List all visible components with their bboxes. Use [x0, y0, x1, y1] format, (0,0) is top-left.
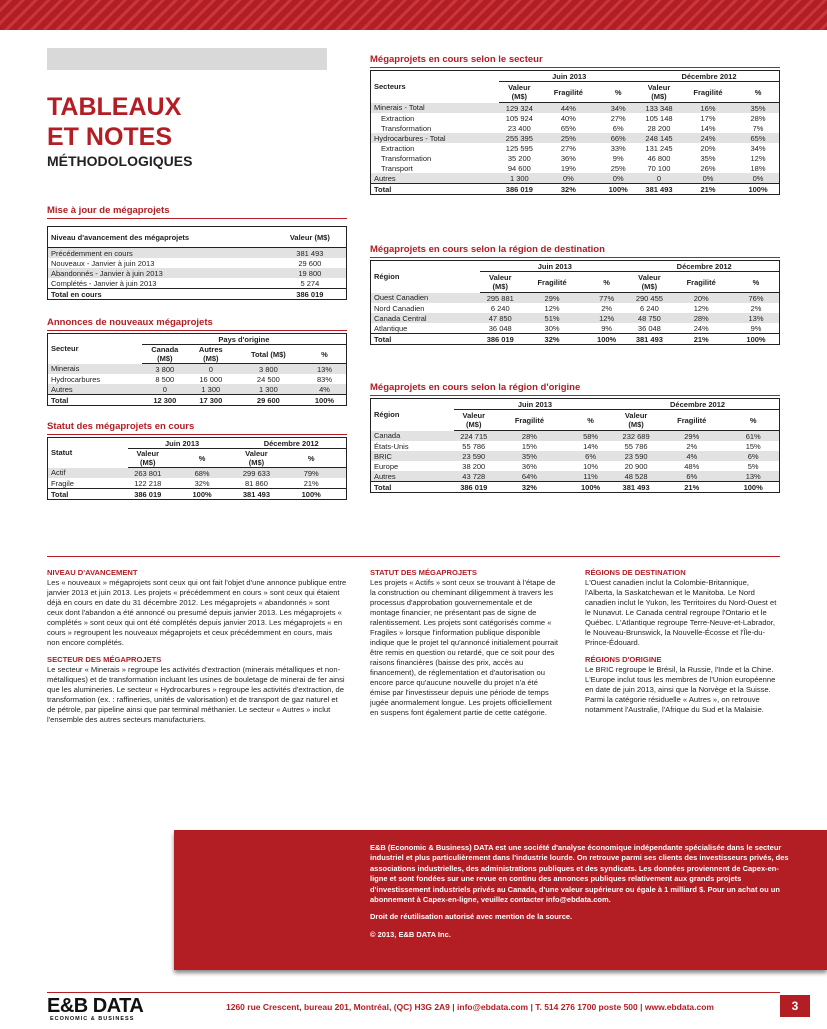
- table-row: [371, 471, 780, 482]
- cell: 32%: [494, 482, 565, 493]
- cell: 44%: [539, 103, 597, 114]
- row-label: Total: [371, 334, 481, 345]
- col-header: Décembre 2012: [236, 438, 346, 449]
- cell: 38 200: [462, 461, 486, 471]
- cell: 12%: [544, 303, 560, 313]
- cell: 24%: [679, 133, 737, 143]
- col-header: Fragilité: [669, 272, 733, 293]
- cell: 122 218: [134, 478, 162, 488]
- row-label: Total: [48, 489, 128, 500]
- table-annonces: [47, 333, 347, 406]
- table-row: [371, 323, 780, 334]
- cell: 36%: [560, 153, 576, 163]
- cell: 48 528: [616, 471, 656, 482]
- cell: 133 348: [639, 103, 679, 114]
- cell: 6 240: [490, 303, 510, 313]
- cell: 55 786: [624, 441, 648, 451]
- table-body: [371, 431, 780, 493]
- cell: 386 019: [454, 482, 494, 493]
- cell: 65%: [560, 123, 576, 133]
- cell: 76%: [733, 293, 780, 304]
- cell: 48 750: [629, 313, 669, 323]
- col-header: Décembre 2012: [616, 399, 779, 410]
- cell: 29%: [656, 431, 727, 442]
- section-title-destination: Mégaprojets en cours selon la région de destination: [370, 244, 780, 258]
- cell: 27%: [560, 143, 576, 153]
- page-title: [47, 92, 181, 152]
- col-header: Juin 2013: [480, 261, 629, 272]
- cell: 248 145: [639, 133, 679, 143]
- about-paragraph: Droit de réutilisation autorisé avec mention de la source.: [370, 912, 573, 922]
- col-header: Fragilité: [656, 410, 727, 431]
- col-header: %: [597, 82, 639, 103]
- col-header: Valeur (M$): [454, 410, 494, 431]
- cell: 32%: [539, 184, 597, 195]
- cell: 12%: [584, 313, 630, 323]
- col-header: Autres (M$): [188, 345, 234, 364]
- cell: 4%: [656, 451, 727, 461]
- table-row: [371, 103, 780, 114]
- cell: 35%: [494, 451, 565, 461]
- cell: 13%: [733, 313, 780, 323]
- row-label: Transport: [381, 163, 413, 173]
- row-label: Nord Canadien: [374, 303, 425, 313]
- col-header: Statut: [51, 448, 73, 458]
- col-header: Secteurs: [374, 82, 406, 92]
- cell: 25%: [539, 133, 597, 143]
- cell: 20%: [669, 293, 733, 304]
- about-paragraph: E&B (Economic & Business) DATA est une société d'analyse économique indépendante spécialisée dans le secteur industriel et plus particulièrement dans l'industrie lourde. On retrouve parmi ses clients des investisseurs privés, des associations industrielles, des administrations publiques et des syndicats. Les données proviennent de Capex-en-ligne et sont fondées sur une revue en continu des annonces publiques relativement aux grands projets d'investissement industriels privés au Canada, d'une valeur supérieure ou égale à 1 milliard $. Pour un achat ou un abonnement à Capex-en-ligne, veuillez contacter info@ebdata.com.: [370, 843, 789, 905]
- cell: 386 019: [480, 334, 520, 345]
- page-subtitle: MÉTHODOLOGIQUES: [47, 153, 193, 169]
- cell: 8 500: [155, 374, 175, 384]
- cell: 100%: [733, 334, 780, 345]
- col-header: Fragilité: [520, 272, 584, 293]
- col-header: Fragilité: [679, 82, 737, 103]
- cell: 64%: [494, 471, 565, 482]
- table-origine: [370, 398, 780, 493]
- about-text: [370, 843, 790, 947]
- cell: 32%: [194, 478, 210, 488]
- row-label: BRIC: [371, 451, 454, 461]
- cell: 11%: [565, 471, 616, 482]
- col-header: %: [276, 449, 346, 468]
- row-label: Extraction: [381, 113, 415, 123]
- col-header: Valeur (M$): [128, 449, 168, 468]
- cell: 65%: [737, 133, 779, 143]
- cell: 0: [188, 364, 234, 375]
- cell: 12%: [693, 303, 709, 313]
- row-label: Autres: [371, 471, 454, 482]
- cell: 6 240: [640, 303, 659, 313]
- col-header: %: [303, 345, 347, 364]
- section-title-maj: Mise à jour de mégaprojets: [47, 205, 347, 219]
- cell: 51%: [520, 313, 584, 323]
- cell: 381 493: [274, 248, 347, 259]
- note-text: Le secteur « Minerais » regroupe les activités d'extraction (minerais métalliques et non-métalliques) et de transformation incluant les usines de bouletage de minerai de fer ainsi que les alumineries. Le secteur « Hydrocarbures » regroupe les activités d'extraction, de transformation (ex. : raffineries, unités de valorisation) et de transport de gaz naturel et de pétrole, par pipeline ainsi que par terminal méthanier. Le secteur « Autres » inclut l'ensemble des autres secteurs manufacturiers.: [47, 665, 345, 724]
- note-title: RÉGIONS D'ORIGINE: [585, 655, 662, 664]
- col-header: %: [565, 410, 616, 431]
- row-label: Minerais - Total: [371, 103, 500, 114]
- table-row: [371, 163, 780, 173]
- cell: 100%: [565, 482, 616, 493]
- cell: 58%: [565, 431, 616, 442]
- header-grey-box: [47, 48, 327, 70]
- section-title-statut: Statut des mégaprojets en cours: [47, 421, 347, 435]
- cell: 14%: [700, 123, 716, 133]
- col-header: Niveau d'avancement des mégaprojets: [48, 227, 274, 248]
- cell: 21%: [669, 334, 733, 345]
- cell: 381 493: [616, 482, 656, 493]
- note-text: Les projets « Actifs » sont ceux se trouvant à l'étape de la construction ou cheminant diligemment à travers les processus d'approbation gouvernementale et de montage financier, ne présentant pas de signe de ralentissement. Les projets sont catégorisés comme « Fragiles » lorsque l'information publique disponible indique que le projet tel qu'annoncé initialement pourrait être remis en question ou retardé, que ce soit pour des raisons financières (baisse des prix, accès au financement), de réglementation et d'autorisation ou encore parce qu'aucune nouvelle du projet n'a été émise par l'investisseur depuis une période de temps jugée anormalement longue. Les projets officiellement en suspens font également partie de cette catégorie.: [370, 578, 559, 717]
- cell: 5%: [747, 461, 759, 471]
- cell: 100%: [276, 489, 346, 500]
- col-header: %: [733, 272, 780, 293]
- row-label: Autres: [48, 384, 142, 395]
- table-statut: [47, 437, 347, 500]
- cell: 36 048: [488, 323, 512, 333]
- cell: 16%: [679, 103, 737, 114]
- col-header: Juin 2013: [499, 71, 639, 82]
- cell: 15%: [745, 441, 761, 451]
- cell: 100%: [737, 184, 779, 195]
- col-header: Valeur (M$): [480, 272, 520, 293]
- cell: 299 633: [236, 468, 276, 479]
- cell: 17%: [700, 113, 716, 123]
- cell: 29 600: [234, 395, 303, 406]
- company-logo-subtitle: ECONOMIC & BUSINESS: [50, 1016, 135, 1022]
- cell: 47 850: [480, 313, 520, 323]
- cell: 48%: [684, 461, 700, 471]
- row-label: Transformation: [381, 153, 432, 163]
- row-label: Extraction: [381, 143, 415, 153]
- cell: 23 590: [454, 451, 494, 461]
- cell: 12%: [750, 153, 766, 163]
- col-header: Secteur: [51, 344, 79, 354]
- cell: 28%: [494, 431, 565, 442]
- page-number: 3: [780, 995, 810, 1017]
- cell: 9%: [750, 323, 762, 333]
- table-row: [371, 153, 780, 163]
- cell: 295 881: [480, 293, 520, 304]
- cell: 61%: [727, 431, 779, 442]
- col-header: Région: [374, 272, 400, 282]
- col-header: Valeur (M$): [274, 227, 347, 248]
- cell: 2%: [750, 303, 762, 313]
- cell: 100%: [168, 489, 237, 500]
- cell: 21%: [303, 478, 319, 488]
- cell: 77%: [584, 293, 630, 304]
- row-label: Transformation: [381, 123, 432, 133]
- row-label: Total: [371, 184, 500, 195]
- col-header: Total (M$): [234, 345, 303, 364]
- cell: 386 019: [128, 489, 168, 500]
- company-logo: E&B DATA: [47, 995, 144, 1017]
- col-header: Valeur (M$): [499, 82, 539, 103]
- row-label: Canada Central: [371, 313, 481, 323]
- cell: 5 274: [300, 278, 320, 288]
- cell: 386 019: [499, 184, 539, 195]
- cell: 20 900: [624, 461, 648, 471]
- cell: 381 493: [629, 334, 669, 345]
- title-line-1: TABLEAUX: [47, 93, 182, 121]
- cell: 125 595: [505, 143, 533, 153]
- row-label: Fragile: [51, 478, 74, 488]
- cell: 0%: [679, 173, 737, 184]
- cell: 36 048: [637, 323, 661, 333]
- cell: 2%: [686, 441, 698, 451]
- note-title: SECTEUR DES MÉGAPROJETS: [47, 655, 162, 664]
- note-text: L'Ouest canadien inclut la Colombie-Britannique, l'Alberta, la Saskatchewan et le Manitoba. Le Nord canadien inclut le Yukon, les Territoires du Nord-Ouest et le Nunavut. Le Canada central regroupe l'Ontario et le Québec. L'Atlantique regroupe Terre-Neuve-et-Labrador, le Nouveau-Brunswick, la Nouvelle-Écosse et l'Île-du-Prince-Édouard.: [585, 578, 777, 647]
- col-header: %: [168, 449, 237, 468]
- cell: 23 590: [616, 451, 656, 461]
- cell: 29%: [520, 293, 584, 304]
- row-label: Total: [371, 482, 454, 493]
- row-label: Complétés - Janvier à juin 2013: [51, 278, 157, 288]
- row-label: Ouest Canadien: [371, 293, 481, 304]
- row-label: Hydrocarbures: [51, 374, 101, 384]
- row-label: Précédemment en cours: [48, 248, 274, 259]
- cell: 100%: [303, 395, 347, 406]
- col-header: Juin 2013: [128, 438, 237, 449]
- note-title: STATUT DES MÉGAPROJETS: [370, 568, 477, 577]
- row-label: Total: [48, 395, 142, 406]
- cell: 27%: [610, 113, 626, 123]
- note-title: RÉGIONS DE DESTINATION: [585, 568, 686, 577]
- cell: 2%: [601, 303, 613, 313]
- col-header: Décembre 2012: [639, 71, 780, 82]
- note-text: Le BRIC regroupe le Brésil, la Russie, l'Inde et la Chine. L'Europe inclut tous les membres de l'Union européenne en date de juin 2013, ainsi que la Norvège et la Suisse. Parmi la catégorie résiduelle « Autres », on retrouve notamment l'Australie, l'Afrique du Sud et la Malaisie.: [585, 665, 776, 714]
- cell: 21%: [656, 482, 727, 493]
- cell: 40%: [560, 113, 576, 123]
- cell: 34%: [597, 103, 639, 114]
- cell: 46 800: [647, 153, 671, 163]
- col-header: Canada (M$): [142, 345, 188, 364]
- cell: 43 728: [454, 471, 494, 482]
- cell: 13%: [303, 364, 347, 375]
- table-row: [371, 313, 780, 323]
- row-label: Actif: [48, 468, 128, 479]
- cell: 19%: [560, 163, 576, 173]
- cell: 0%: [539, 173, 597, 184]
- cell: 6%: [727, 451, 779, 461]
- table-row: [371, 441, 780, 451]
- cell: 0%: [597, 173, 639, 184]
- row-label: Canada: [371, 431, 454, 442]
- row-label: Total en cours: [48, 289, 274, 300]
- col-header: Pays d'origine: [142, 334, 347, 345]
- cell: 16 000: [199, 374, 223, 384]
- table-row: [371, 431, 780, 442]
- cell: 386 019: [274, 289, 347, 300]
- cell: 94 600: [507, 163, 531, 173]
- cell: 81 860: [244, 478, 268, 488]
- notes-column-2: [370, 568, 560, 725]
- cell: 30%: [544, 323, 560, 333]
- row-label: États-Unis: [374, 441, 409, 451]
- table-body: [371, 103, 780, 195]
- cell: 24%: [693, 323, 709, 333]
- cell: 232 689: [616, 431, 656, 442]
- cell: 79%: [276, 468, 346, 479]
- cell: 35%: [700, 153, 716, 163]
- divider: [47, 556, 780, 557]
- cell: 7%: [752, 123, 764, 133]
- cell: 105 148: [645, 113, 673, 123]
- cell: 129 324: [499, 103, 539, 114]
- cell: 24 500: [256, 374, 280, 384]
- notes-column-3: [585, 568, 780, 722]
- cell: 3 800: [234, 364, 303, 375]
- cell: 224 715: [454, 431, 494, 442]
- table-row: [371, 334, 780, 345]
- cell: 6%: [656, 471, 727, 482]
- row-label: Abandonnés - Janvier à juin 2013: [48, 268, 274, 278]
- table-row: [371, 482, 780, 493]
- table-row: [371, 461, 780, 471]
- row-label: Atlantique: [374, 323, 408, 333]
- about-paragraph: © 2013, E&B DATA Inc.: [370, 929, 451, 939]
- section-title-annonces: Annonces de nouveaux mégaprojets: [47, 317, 347, 331]
- cell: 14%: [583, 441, 599, 451]
- table-row: [371, 303, 780, 313]
- cell: 18%: [750, 163, 766, 173]
- table-body: [371, 293, 780, 345]
- cell: 36%: [521, 461, 537, 471]
- table-row: [371, 184, 780, 195]
- table-row: [371, 143, 780, 153]
- table-maj: [47, 226, 347, 300]
- cell: 83%: [316, 374, 332, 384]
- footer-divider: [47, 992, 780, 993]
- cell: 19 800: [274, 268, 347, 278]
- note-text: Les « nouveaux » mégaprojets sont ceux qui ont fait l'objet d'une annonce publique entre janvier 2013 et juin 2013. Les projets « précédemment en cours » sont ceux qui étaient déjà en cours en date du 31 décembre 2012. Les mégaprojets « abandonnés » sont ceux dont l'abandon a été annoncé ou presumé depuis janvier 2013. Les mégaprojets « complétés » sont ceux qui ont été complétés depuis janvier 2013. Les mégaprojets « en cours » regroupent les nouveaux mégaprojets et ceux précédemment en cours, mais non encore complétés.: [47, 578, 347, 647]
- footer-address: 1260 rue Crescent, bureau 201, Montréal, (QC) H3G 2A9 | info@ebdata.com | T. 514 276 1700 poste 500 | www.ebdata.com: [226, 1002, 714, 1012]
- cell: 105 924: [505, 113, 533, 123]
- cell: 68%: [168, 468, 237, 479]
- section-title-secteur: Mégaprojets en cours selon le secteur: [370, 54, 780, 68]
- cell: 21%: [679, 184, 737, 195]
- cell: 35 200: [507, 153, 531, 163]
- table-row: [371, 451, 780, 461]
- col-header: Fragilité: [494, 410, 565, 431]
- cell: 9%: [601, 323, 613, 333]
- table-secteur: [370, 70, 780, 195]
- cell: 255 395: [499, 133, 539, 143]
- cell: 3 800: [142, 364, 188, 375]
- cell: 34%: [750, 143, 766, 153]
- cell: 0%: [737, 173, 779, 184]
- row-label: Nouveaux - Janvier à juin 2013: [51, 258, 155, 268]
- cell: 35%: [737, 103, 779, 114]
- cell: 6%: [565, 451, 616, 461]
- cell: 1 300: [499, 173, 539, 184]
- table-row: [371, 173, 780, 184]
- cell: 29 600: [298, 258, 322, 268]
- cell: 28 200: [647, 123, 671, 133]
- table-destination: [370, 260, 780, 345]
- title-line-2: ET NOTES: [47, 123, 173, 151]
- table-row: [371, 133, 780, 143]
- cell: 381 493: [639, 184, 679, 195]
- col-header: Juin 2013: [454, 399, 616, 410]
- cell: 290 455: [629, 293, 669, 304]
- col-header: Valeur (M$): [629, 272, 669, 293]
- col-header: Région: [374, 410, 400, 420]
- cell: 70 100: [647, 163, 671, 173]
- cell: 32%: [520, 334, 584, 345]
- cell: 23 400: [507, 123, 531, 133]
- cell: 100%: [584, 334, 630, 345]
- cell: 28%: [669, 313, 733, 323]
- section-title-origine: Mégaprojets en cours selon la région d'origine: [370, 382, 780, 396]
- col-header: Fragilité: [539, 82, 597, 103]
- row-label: Europe: [374, 461, 399, 471]
- top-banner: [0, 0, 827, 30]
- cell: 13%: [727, 471, 779, 482]
- table-row: [371, 113, 780, 123]
- table-row: [371, 293, 780, 304]
- cell: 1 300: [234, 384, 303, 395]
- cell: 26%: [700, 163, 716, 173]
- cell: 28%: [750, 113, 766, 123]
- col-header: %: [584, 272, 630, 293]
- col-header: %: [737, 82, 779, 103]
- cell: 100%: [727, 482, 779, 493]
- table-row: [371, 123, 780, 133]
- cell: 15%: [521, 441, 537, 451]
- col-header: Décembre 2012: [629, 261, 779, 272]
- cell: 9%: [612, 153, 624, 163]
- cell: 1 300: [188, 384, 234, 395]
- cell: 55 786: [462, 441, 486, 451]
- row-label: Hydrocarbures - Total: [371, 133, 500, 143]
- col-header: Valeur (M$): [236, 449, 276, 468]
- cell: 263 801: [128, 468, 168, 479]
- cell: 4%: [303, 384, 347, 395]
- cell: 0: [142, 384, 188, 395]
- cell: 33%: [610, 143, 626, 153]
- row-label: Minerais: [48, 364, 142, 375]
- cell: 17 300: [188, 395, 234, 406]
- cell: 100%: [597, 184, 639, 195]
- cell: 12 300: [142, 395, 188, 406]
- cell: 381 493: [236, 489, 276, 500]
- notes-column-1: [47, 568, 347, 732]
- row-label: Autres: [371, 173, 500, 184]
- note-title: NIVEAU D'AVANCEMENT: [47, 568, 138, 577]
- cell: 6%: [612, 123, 624, 133]
- cell: 10%: [583, 461, 599, 471]
- cell: 25%: [610, 163, 626, 173]
- cell: 0: [639, 173, 679, 184]
- cell: 131 245: [645, 143, 673, 153]
- col-header: Valeur (M$): [639, 82, 679, 103]
- col-header: Valeur (M$): [616, 410, 656, 431]
- cell: 66%: [597, 133, 639, 143]
- col-header: %: [727, 410, 779, 431]
- cell: 20%: [700, 143, 716, 153]
